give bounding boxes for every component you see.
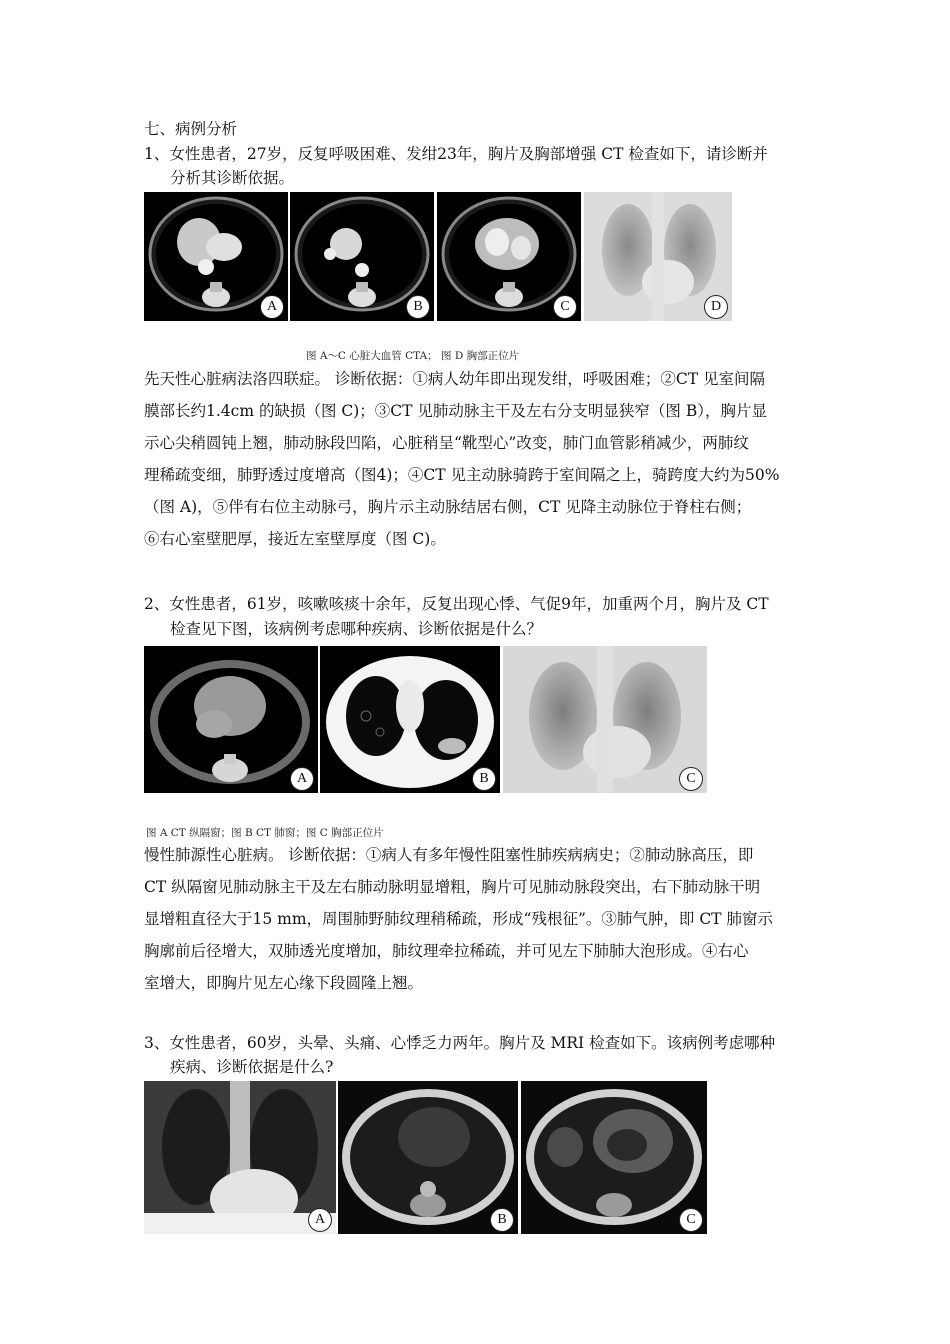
- image-label-b: B: [490, 1208, 514, 1232]
- case2-answer-line: 慢性肺源性心脏病。 诊断依据：①病人有多年慢性阻塞性肺疾病病史；②肺动脉高压，即: [144, 846, 754, 864]
- case2-answer-line: 显增粗直径大于15 mm，周围肺野肺纹理稍稀疏，形成“残根征”。③肺气肿，即 CT 肺窗示: [144, 910, 773, 928]
- case2-question-line1: 2、女性患者，61岁，咳嗽咳痰十余年，反复出现心悸、气促9年，加重两个月，胸片及 CT: [144, 595, 769, 613]
- section-title: 七、病例分析: [144, 120, 238, 138]
- case2-answer-line: 胸廓前后径增大，双肺透光度增加，肺纹理牵拉稀疏，并可见左下肺肺大泡形成。④右心: [144, 942, 749, 960]
- case2-answer-line: 室增大，即胸片见左心缘下段圆隆上翘。: [144, 974, 424, 992]
- image-label-c: C: [553, 295, 577, 319]
- case1-answer-line: 膜部长约1.4cm 的缺损（图 C)；③CT 见肺动脉主干及左右分支明显狭窄（图 B），胸片显: [144, 402, 767, 420]
- image-label-b: B: [472, 767, 496, 791]
- case2-image-a-ct-mediastinal: [144, 646, 318, 793]
- image-label-b: B: [406, 295, 430, 319]
- case2-answer-line: CT 纵隔窗见肺动脉主干及左右肺动脉明显增粗，胸片可见肺动脉段突出，右下肺动脉干明: [144, 878, 761, 896]
- case1-figure-caption: 图 A～C 心脏大血管 CTA； 图 D 胸部正位片: [306, 350, 520, 362]
- image-label-a: A: [290, 767, 314, 791]
- case3-image-b-mri: [338, 1081, 518, 1234]
- case1-image-b-ct: [290, 192, 434, 321]
- case1-question-line2: 分析其诊断依据。: [170, 169, 295, 187]
- case1-answer-line: 示心尖稍圆钝上翘，肺动脉段凹陷，心脏稍呈“靴型心”改变，肺门血管影稍减少，两肺纹: [144, 434, 749, 452]
- case1-answer-line: ⑥右心室壁肥厚，接近左室壁厚度（图 C)。: [144, 530, 446, 548]
- image-label-a: A: [260, 295, 284, 319]
- case2-question-line2: 检查见下图，该病例考虑哪种疾病、诊断依据是什么？: [170, 620, 543, 638]
- case2-answer: [144, 839, 808, 999]
- image-label-c: C: [679, 767, 703, 791]
- case2-figure-caption: 图 A CT 纵隔窗；图 B CT 肺窗；图 C 胸部正位片: [146, 827, 384, 839]
- case1-question-line1: 1、女性患者，27岁，反复呼吸困难、发绀23年，胸片及胸部增强 CT 检查如下，请诊断并: [144, 145, 768, 163]
- case1-image-d-xray: [584, 192, 732, 321]
- case1-answer-line: 理稀疏变细，肺野透过度增高（图4)；④CT 见主动脉骑跨于室间隔之上，骑跨度大约为50%: [144, 466, 780, 484]
- case1-answer-line: （图 A)，⑤伴有右位主动脉弓，胸片示主动脉结居右侧，CT 见降主动脉位于脊柱右侧；: [144, 498, 752, 516]
- image-label-a: A: [308, 1208, 332, 1232]
- image-label-d: D: [704, 295, 728, 319]
- case2-image-b-ct-lung: [320, 646, 500, 793]
- case1-answer: [144, 363, 808, 555]
- case1-image-a-ct: [144, 192, 288, 321]
- case1-answer-line: 先天性心脏病法洛四联症。 诊断依据：①病人幼年即出现发绀，呼吸困难；②CT 见室间隔: [144, 370, 766, 388]
- case3-image-a-xray: [144, 1081, 336, 1234]
- case3-question-line2: 疾病、诊断依据是什么?: [170, 1058, 334, 1076]
- case3-question-line1: 3、女性患者，60岁，头晕、头痛、心悸乏力两年。胸片及 MRI 检查如下。该病例考虑哪种: [144, 1034, 776, 1052]
- case3-image-c-mri: [521, 1081, 707, 1234]
- case2-image-c-xray: [503, 646, 707, 793]
- image-label-c: C: [679, 1208, 703, 1232]
- case1-image-c-ct: [437, 192, 581, 321]
